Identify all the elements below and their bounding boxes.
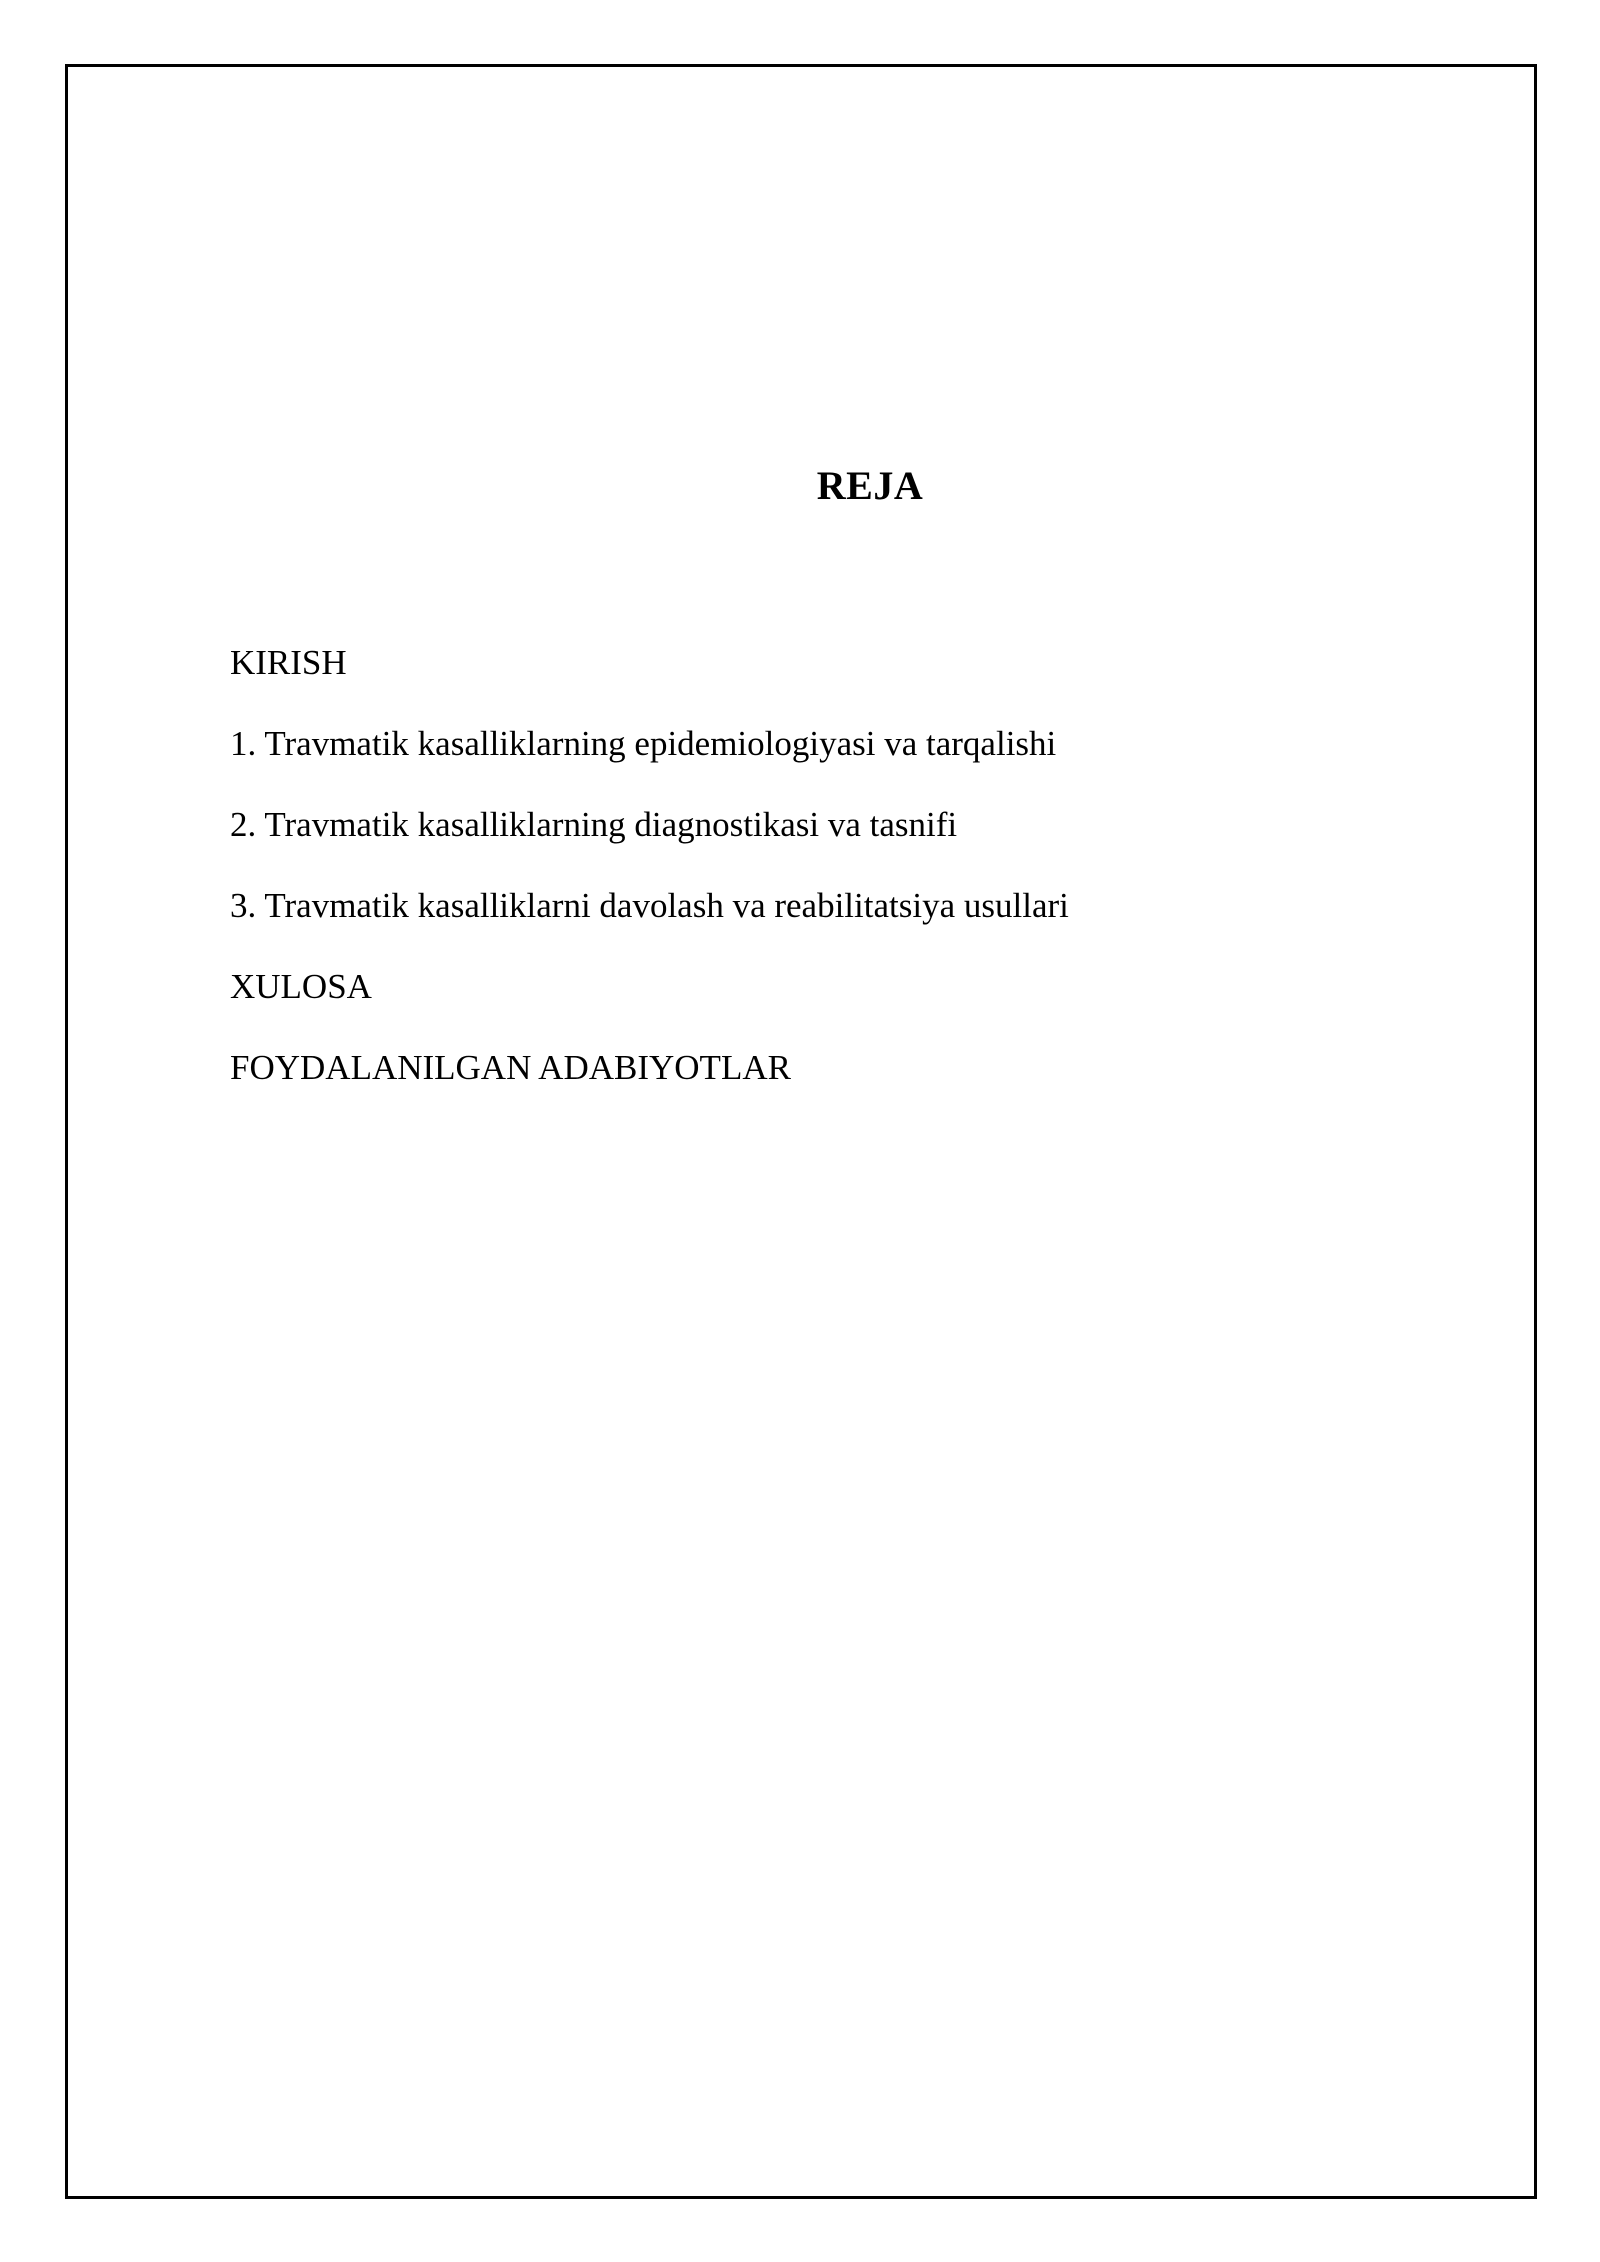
toc-item-references: FOYDALANILGAN ADABIYOTLAR xyxy=(230,1048,791,1087)
toc-item-2: 2. Travmatik kasalliklarning diagnostikasi va tasnifi xyxy=(230,805,958,844)
page-title: REJA xyxy=(816,463,924,508)
toc-item-introduction: KIRISH xyxy=(230,643,347,682)
toc-item-3: 3. Travmatik kasalliklarni davolash va reabilitatsiya usullari xyxy=(230,886,1069,925)
toc-item-conclusion: XULOSA xyxy=(230,967,372,1006)
toc-item-1: 1. Travmatik kasalliklarning epidemiologiyasi va tarqalishi xyxy=(230,724,1057,763)
table-of-contents xyxy=(230,643,1069,1129)
page-border-frame xyxy=(65,64,1537,2199)
